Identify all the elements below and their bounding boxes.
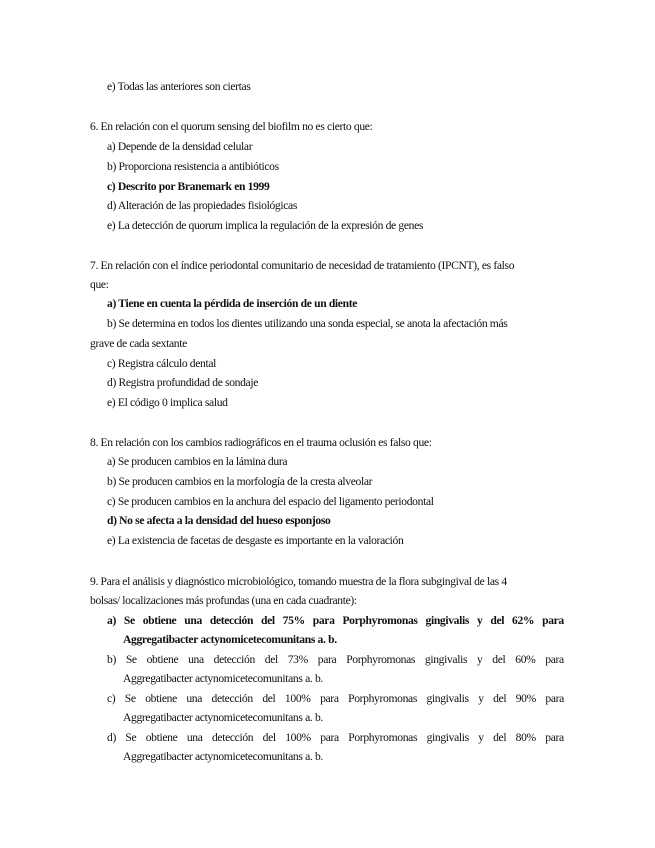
q8-option-c: c) Se producen cambios en la anchura del espacio del ligamento periodontal bbox=[107, 495, 434, 508]
q5-option-e: e) Todas las anteriores son ciertas bbox=[107, 80, 251, 93]
q8-option-e: e) La existencia de facetas de desgaste es importante en la valoración bbox=[107, 534, 404, 547]
q7-option-b-line1: b) Se determina en todos los dientes utilizando una sonda especial, se anota la afectación más bbox=[107, 317, 508, 330]
q7-stem-line2: que: bbox=[90, 278, 109, 291]
q9-option-b-line2: Aggregatibacter actynomicetecomunitans a. b. bbox=[123, 672, 323, 685]
q7-stem-line1: 7. En relación con el índice periodontal comunitario de necesidad de tratamiento (IPCNT), es falso bbox=[90, 259, 515, 272]
q8-option-a: a) Se producen cambios en la lámina dura bbox=[107, 455, 288, 468]
q9-option-d-line1: d) Se obtiene una detección del 100% para Porphyromonas gingivalis y del 80% para bbox=[107, 731, 564, 744]
q9-option-a-answer-line1: a) Se obtiene una detección del 75% para Porphyromonas gingivalis y del 62% para bbox=[107, 614, 564, 627]
q7-option-e: e) El código 0 implica salud bbox=[107, 396, 228, 409]
q9-option-a-answer-line2: Aggregatibacter actynomicetecomunitans a. b. bbox=[123, 633, 337, 646]
q7-option-b-line2: grave de cada sextante bbox=[90, 337, 187, 350]
q7-option-a-answer: a) Tiene en cuenta la pérdida de inserción de un diente bbox=[107, 297, 358, 310]
q9-option-d-line2: Aggregatibacter actynomicetecomunitans a. b. bbox=[123, 750, 323, 763]
q8-option-b: b) Se producen cambios en la morfología de la cresta alveolar bbox=[107, 475, 373, 488]
q6-option-b: b) Proporciona resistencia a antibióticos bbox=[107, 160, 279, 173]
q7-option-c: c) Registra cálculo dental bbox=[107, 357, 217, 370]
q9-option-c-line2: Aggregatibacter actynomicetecomunitans a. b. bbox=[123, 711, 323, 724]
q9-stem-line1: 9. Para el análisis y diagnóstico microbiológico, tomando muestra de la flora subgingival de las 4 bbox=[90, 575, 507, 588]
q6-option-d: d) Alteración de las propiedades fisiológicas bbox=[107, 199, 297, 212]
q8-option-d-answer: d) No se afecta a la densidad del hueso esponjoso bbox=[107, 514, 331, 527]
q9-option-b-line1: b) Se obtiene una detección del 73% para Porphyromonas gingivalis y del 60% para bbox=[107, 653, 564, 666]
q6-option-e: e) La detección de quorum implica la regulación de la expresión de genes bbox=[107, 219, 424, 232]
q6-option-a: a) Depende de la densidad celular bbox=[107, 140, 253, 153]
q9-option-c-line1: c) Se obtiene una detección del 100% para Porphyromonas gingivalis y del 90% para bbox=[107, 692, 564, 705]
q6-option-c-answer: c) Descrito por Branemark en 1999 bbox=[107, 180, 270, 193]
q9-stem-line2: bolsas/ localizaciones más profundas (una en cada cuadrante): bbox=[90, 594, 357, 607]
q6-stem: 6. En relación con el quorum sensing del biofilm no es cierto que: bbox=[90, 120, 373, 133]
q7-option-d: d) Registra profundidad de sondaje bbox=[107, 376, 259, 389]
q8-stem: 8. En relación con los cambios radiográficos en el trauma oclusión es falso que: bbox=[90, 436, 432, 449]
